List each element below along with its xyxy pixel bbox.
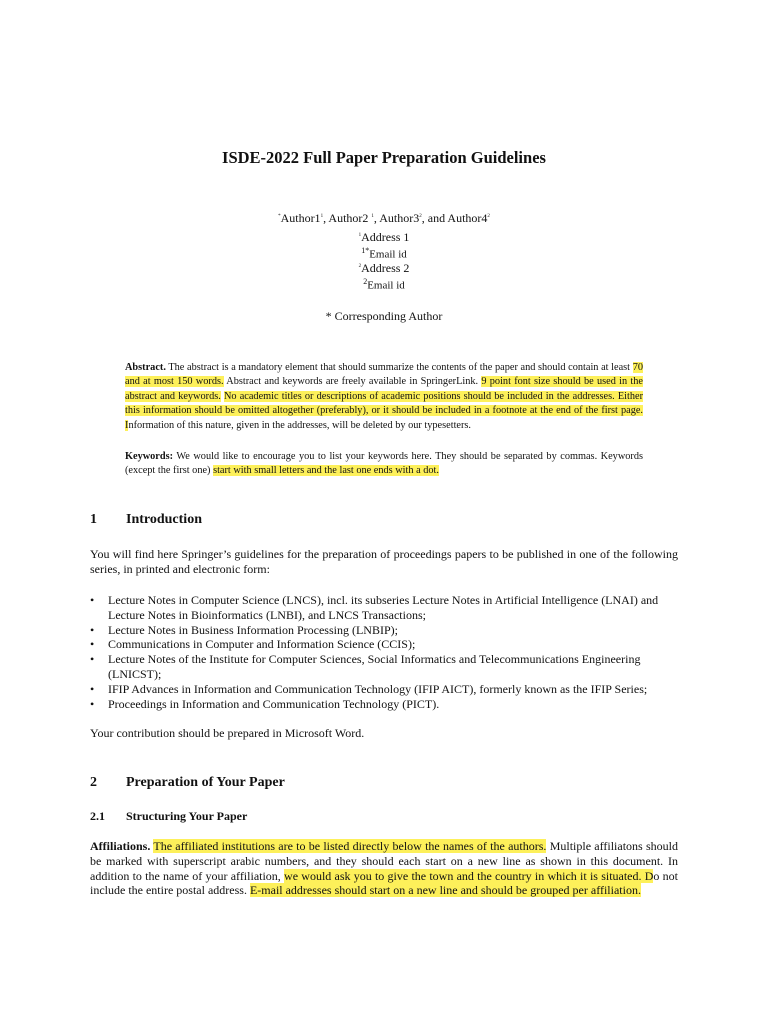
keywords-highlight: start with small letters and the last one ends with a dot. [213,465,439,477]
email-1-text: Email id [369,248,407,261]
author-line [0,211,768,226]
affiliations-text-2: o not include the entire postal address. [90,868,678,898]
list-item-text: Lecture Notes in Business Information Processing (LNBIP); [108,622,398,637]
bullet-mark: • [90,681,95,696]
author-3-affil: 2 [419,214,422,219]
section-1-heading [90,512,202,528]
section-1-title: Introduction [126,512,202,527]
list-item-text: Proceedings in Information and Communication Technology (PICT). [108,696,440,711]
address-1-mark: 1 [358,233,362,238]
bullet-mark: • [90,622,95,637]
list-item [90,652,680,682]
abstract [125,361,643,433]
list-item-text: IFIP Advances in Information and Communication Technology (IFIP AICT), formerly known as the IFIP Series; [108,681,648,696]
section-1-intro: You will find here Springer’s guidelines for the preparation of proceedings papers to be published in one of the following series, in printed and electronic form: [90,547,678,576]
section-2-heading [90,775,285,791]
series-list [90,593,680,711]
list-item [90,623,680,638]
abstract-highlight-3: No academic titles or descriptions of academic positions should be included in the addresses. Either this information should be omitted altogether (preferably), or it should be included in a footnote at the end of the first page. I [125,390,643,431]
list-item-text: Lecture Notes in Computer Science (LNCS), incl. its subseries Lecture Notes in Artificial Intelligence (LNAI) and Lecture Notes in Bioinformatics (LNBI), and LNCS Transactions; [108,593,659,622]
email-1-mark: 1* [361,246,370,255]
list-item [90,637,680,652]
affiliations-highlight-1: The affiliated institutions are to be listed directly below the names of the authors. [153,839,547,853]
abstract-text-2: Abstract and keywords are freely available in SpringerLink. [223,376,482,388]
affiliations-highlight-3: E-mail addresses should start on a new line and should be grouped per affiliation. [249,883,641,898]
keywords-label: Keywords: [125,451,174,462]
list-item-text: Communications in Computer and Information Science (CCIS); [108,637,416,652]
list-item [90,697,680,712]
author-3: , Author3 [373,211,420,225]
corresponding-author-note: * Corresponding Author [325,309,443,323]
section-1-closing: Your contribution should be prepared in Microsoft Word. [90,726,365,740]
author-2-affil: 1 [371,214,374,219]
abstract-label: Abstract. [125,362,166,373]
author-2: , Author2 [323,211,372,225]
abstract-highlight-2: 9 point font size should be used in the abstract and keywords. [125,376,643,402]
email-1 [0,246,768,261]
bullet-mark: • [90,637,95,652]
author-1-affil: 1 [320,214,324,219]
author-4-affil: 2 [487,214,490,219]
email-2-text: Email id [367,279,405,292]
section-2-title: Preparation of Your Paper [126,775,285,790]
address-2 [0,261,768,276]
list-item-text: Lecture Notes of the Institute for Computer Sciences, Social Informatics and Telecommunications Engineering (LNICST); [108,652,641,681]
affiliations-label: Affiliations. [90,839,151,853]
paper-title: ISDE-2022 Full Paper Preparation Guidelines [222,148,546,167]
affiliations-text-1: Multiple affiliatons should be marked with superscript arabic numbers, and they should each start on a new line as shown in this document. In addition to the name of your affiliation, [90,839,678,883]
author-4: , and Author4 [421,211,488,225]
subsection-2-1-title: Structuring Your Paper [126,809,248,823]
keywords-text: We would like to encourage you to list your keywords here. They should be separated by commas. Keywords (except the first one) [125,451,643,477]
bullet-mark: • [90,696,95,711]
address-2-text: Address 2 [361,261,410,275]
author-1: Author1 [280,211,321,225]
affiliations-paragraph [90,839,678,898]
affiliations-highlight-2: we would ask you to give the town and the country in which it is situated. D [284,868,654,883]
abstract-text-4: nformation of this nature, given in the addresses, will be deleted by our typesetters. [128,419,472,431]
section-1-number: 1 [90,512,97,527]
subsection-2-1-number: 2.1 [90,809,105,823]
corresponding-mark: * [278,214,281,219]
abstract-highlight-1: 70 and at most 150 words. [125,362,643,388]
email-2 [0,277,768,292]
address-1 [0,230,768,245]
address-1-text: Address 1 [361,230,410,244]
bullet-mark: • [90,652,95,667]
address-2-mark: 2 [358,264,362,269]
abstract-text-1: The abstract is a mandatory element that should summarize the contents of the paper and should contain at least [165,362,633,373]
list-item [90,682,680,697]
subsection-2-1-heading [90,809,247,824]
section-2-number: 2 [90,775,97,790]
keywords [125,450,643,479]
bullet-mark: • [90,593,95,607]
email-2-mark: 2 [363,277,368,286]
list-item [90,593,680,623]
